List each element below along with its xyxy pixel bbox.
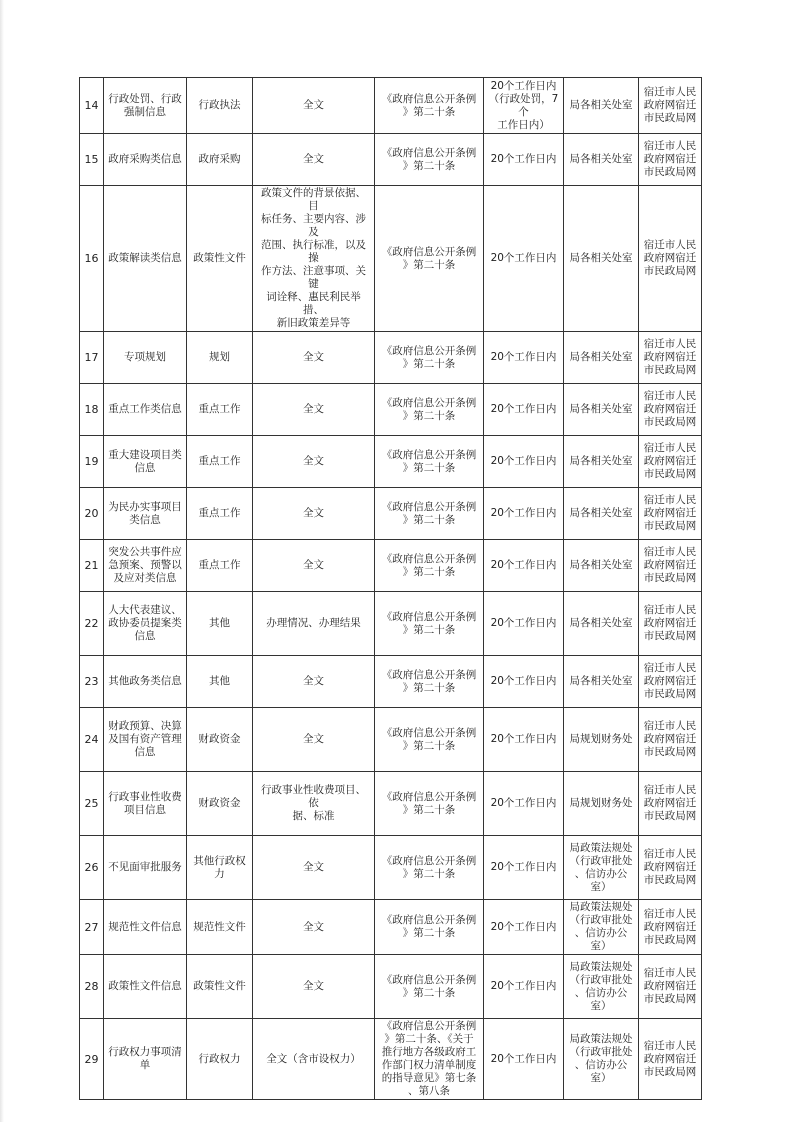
table-row <box>80 708 702 772</box>
info-category-cell: 重点工作 <box>187 540 253 592</box>
responsible-dept-cell: 局政策法规处 （行政审批处 、信访办公 室） <box>564 836 639 900</box>
legal-basis-cell: 《政府信息公开条例 》第二十条 <box>375 384 484 436</box>
disclosure-channel-cell: 宿迁市人民 政府网宿迁 市民政局网 <box>639 772 702 836</box>
info-item-cell: 政府采购类信息 <box>104 134 187 186</box>
disclosure-channel-cell: 宿迁市人民 政府网宿迁 市民政局网 <box>639 134 702 186</box>
legal-basis-cell: 《政府信息公开条例 》第二十条、《关于 推行地方各级政府工 作部门权力清单制度 的指导意见》第七条 、第八条 <box>375 1019 484 1100</box>
info-item-cell: 行政事业性收费 项目信息 <box>104 772 187 836</box>
row-number-cell: 24 <box>80 708 104 772</box>
info-category-cell: 重点工作 <box>187 384 253 436</box>
info-item-cell: 突发公共事件应 急预案、预警以 及应对类信息 <box>104 540 187 592</box>
info-category-cell: 行政执法 <box>187 78 253 134</box>
info-category-cell: 政府采购 <box>187 134 253 186</box>
legal-basis-cell: 《政府信息公开条例 》第二十条 <box>375 708 484 772</box>
responsible-dept-cell: 局各相关处室 <box>564 186 639 332</box>
table-row <box>80 592 702 656</box>
info-item-cell: 规范性文件信息 <box>104 900 187 955</box>
legal-basis-cell: 《政府信息公开条例 》第二十条 <box>375 134 484 186</box>
responsible-dept-cell: 局各相关处室 <box>564 592 639 656</box>
table-row <box>80 955 702 1019</box>
row-number-cell: 18 <box>80 384 104 436</box>
responsible-dept-cell: 局各相关处室 <box>564 134 639 186</box>
page-edge <box>0 0 4 1122</box>
info-item-cell: 行政权力事项清 单 <box>104 1019 187 1100</box>
info-item-cell: 为民办实事项目 类信息 <box>104 488 187 540</box>
legal-basis-cell: 《政府信息公开条例 》第二十条 <box>375 900 484 955</box>
info-item-cell: 政策解读类信息 <box>104 186 187 332</box>
legal-basis-cell: 《政府信息公开条例 》第二十条 <box>375 592 484 656</box>
disclosure-deadline-cell: 20个工作日内 <box>484 1019 564 1100</box>
info-category-cell: 政策性文件 <box>187 186 253 332</box>
disclosure-channel-cell: 宿迁市人民 政府网宿迁 市民政局网 <box>639 836 702 900</box>
disclosure-content-cell: 全文 <box>253 332 375 384</box>
info-category-cell: 行政权力 <box>187 1019 253 1100</box>
table-row <box>80 540 702 592</box>
disclosure-content-cell: 全文 <box>253 436 375 488</box>
table-row <box>80 436 702 488</box>
responsible-dept-cell: 局各相关处室 <box>564 384 639 436</box>
row-number-cell: 22 <box>80 592 104 656</box>
disclosure-content-cell: 全文 <box>253 384 375 436</box>
info-item-cell: 专项规划 <box>104 332 187 384</box>
legal-basis-cell: 《政府信息公开条例 》第二十条 <box>375 436 484 488</box>
legal-basis-cell: 《政府信息公开条例 》第二十条 <box>375 836 484 900</box>
disclosure-table <box>79 77 702 1100</box>
info-item-cell: 财政预算、决算 及国有资产管理 信息 <box>104 708 187 772</box>
responsible-dept-cell: 局政策法规处 （行政审批处 、信访办公 室） <box>564 900 639 955</box>
disclosure-deadline-cell: 20个工作日内 <box>484 592 564 656</box>
disclosure-content-cell: 全文 <box>253 488 375 540</box>
info-category-cell: 规划 <box>187 332 253 384</box>
row-number-cell: 23 <box>80 656 104 708</box>
disclosure-channel-cell: 宿迁市人民 政府网宿迁 市民政局网 <box>639 436 702 488</box>
info-category-cell: 规范性文件 <box>187 900 253 955</box>
responsible-dept-cell: 局政策法规处 （行政审批处 、信访办公 室） <box>564 955 639 1019</box>
info-category-cell: 其他 <box>187 592 253 656</box>
legal-basis-cell: 《政府信息公开条例 》第二十条 <box>375 186 484 332</box>
disclosure-deadline-cell: 20个工作日内 <box>484 332 564 384</box>
table-row <box>80 332 702 384</box>
info-category-cell: 财政资金 <box>187 708 253 772</box>
table-row <box>80 78 702 134</box>
legal-basis-cell: 《政府信息公开条例 》第二十条 <box>375 955 484 1019</box>
disclosure-content-cell: 全文 <box>253 708 375 772</box>
table-row <box>80 384 702 436</box>
disclosure-content-cell: 全文 <box>253 78 375 134</box>
table-row <box>80 134 702 186</box>
responsible-dept-cell: 局各相关处室 <box>564 488 639 540</box>
disclosure-channel-cell: 宿迁市人民 政府网宿迁 市民政局网 <box>639 332 702 384</box>
table-row <box>80 656 702 708</box>
legal-basis-cell: 《政府信息公开条例 》第二十条 <box>375 656 484 708</box>
disclosure-channel-cell: 宿迁市人民 政府网宿迁 市民政局网 <box>639 384 702 436</box>
table-row <box>80 900 702 955</box>
row-number-cell: 19 <box>80 436 104 488</box>
responsible-dept-cell: 局各相关处室 <box>564 540 639 592</box>
responsible-dept-cell: 局各相关处室 <box>564 436 639 488</box>
legal-basis-cell: 《政府信息公开条例 》第二十条 <box>375 78 484 134</box>
disclosure-deadline-cell: 20个工作日内 <box>484 436 564 488</box>
table-row <box>80 186 702 332</box>
legal-basis-cell: 《政府信息公开条例 》第二十条 <box>375 540 484 592</box>
disclosure-content-cell: 全文 <box>253 900 375 955</box>
info-item-cell: 不见面审批服务 <box>104 836 187 900</box>
info-item-cell: 政策性文件信息 <box>104 955 187 1019</box>
disclosure-deadline-cell: 20个工作日内 <box>484 708 564 772</box>
row-number-cell: 25 <box>80 772 104 836</box>
info-category-cell: 其他行政权 力 <box>187 836 253 900</box>
disclosure-content-cell: 政策文件的背景依据、目 标任务、主要内容、涉及 范围、执行标准，以及操 作方法、注意事项、关键 词诠释、惠民利民举措、 新旧政策差异等 <box>253 186 375 332</box>
disclosure-content-cell: 全文 <box>253 656 375 708</box>
info-category-cell: 其他 <box>187 656 253 708</box>
table-row <box>80 772 702 836</box>
legal-basis-cell: 《政府信息公开条例 》第二十条 <box>375 772 484 836</box>
disclosure-deadline-cell: 20个工作日内 <box>484 134 564 186</box>
disclosure-deadline-cell: 20个工作日内 <box>484 955 564 1019</box>
disclosure-content-cell: 全文 <box>253 540 375 592</box>
row-number-cell: 28 <box>80 955 104 1019</box>
row-number-cell: 27 <box>80 900 104 955</box>
disclosure-deadline-cell: 20个工作日内 <box>484 186 564 332</box>
disclosure-deadline-cell: 20个工作日内 <box>484 836 564 900</box>
row-number-cell: 20 <box>80 488 104 540</box>
info-category-cell: 政策性文件 <box>187 955 253 1019</box>
info-item-cell: 重大建设项目类 信息 <box>104 436 187 488</box>
disclosure-content-cell: 全文 <box>253 955 375 1019</box>
row-number-cell: 16 <box>80 186 104 332</box>
row-number-cell: 15 <box>80 134 104 186</box>
disclosure-deadline-cell: 20个工作日内 <box>484 772 564 836</box>
table-row <box>80 1019 702 1100</box>
info-item-cell: 行政处罚、行政 强制信息 <box>104 78 187 134</box>
row-number-cell: 17 <box>80 332 104 384</box>
table-row <box>80 488 702 540</box>
disclosure-content-cell: 行政事业性收费项目、依 据、标准 <box>253 772 375 836</box>
info-item-cell: 人大代表建议、 政协委员提案类 信息 <box>104 592 187 656</box>
row-number-cell: 29 <box>80 1019 104 1100</box>
responsible-dept-cell: 局规划财务处 <box>564 708 639 772</box>
disclosure-content-cell: 全文（含市设权力） <box>253 1019 375 1100</box>
disclosure-channel-cell: 宿迁市人民 政府网宿迁 市民政局网 <box>639 1019 702 1100</box>
row-number-cell: 21 <box>80 540 104 592</box>
info-category-cell: 重点工作 <box>187 436 253 488</box>
disclosure-deadline-cell: 20个工作日内 <box>484 656 564 708</box>
disclosure-deadline-cell: 20个工作日内 <box>484 488 564 540</box>
info-category-cell: 财政资金 <box>187 772 253 836</box>
disclosure-channel-cell: 宿迁市人民 政府网宿迁 市民政局网 <box>639 656 702 708</box>
disclosure-content-cell: 办理情况、办理结果 <box>253 592 375 656</box>
disclosure-deadline-cell: 20个工作日内 <box>484 384 564 436</box>
responsible-dept-cell: 局政策法规处 （行政审批处 、信访办公 室） <box>564 1019 639 1100</box>
disclosure-channel-cell: 宿迁市人民 政府网宿迁 市民政局网 <box>639 540 702 592</box>
info-item-cell: 重点工作类信息 <box>104 384 187 436</box>
disclosure-channel-cell: 宿迁市人民 政府网宿迁 市民政局网 <box>639 708 702 772</box>
table-row <box>80 836 702 900</box>
legal-basis-cell: 《政府信息公开条例 》第二十条 <box>375 332 484 384</box>
disclosure-deadline-cell: 20个工作日内 <box>484 900 564 955</box>
responsible-dept-cell: 局各相关处室 <box>564 656 639 708</box>
table-body <box>80 78 702 1100</box>
disclosure-deadline-cell: 20个工作日内 <box>484 540 564 592</box>
disclosure-channel-cell: 宿迁市人民 政府网宿迁 市民政局网 <box>639 592 702 656</box>
info-item-cell: 其他政务类信息 <box>104 656 187 708</box>
disclosure-channel-cell: 宿迁市人民 政府网宿迁 市民政局网 <box>639 900 702 955</box>
row-number-cell: 26 <box>80 836 104 900</box>
responsible-dept-cell: 局各相关处室 <box>564 332 639 384</box>
disclosure-content-cell: 全文 <box>253 836 375 900</box>
disclosure-channel-cell: 宿迁市人民 政府网宿迁 市民政局网 <box>639 955 702 1019</box>
responsible-dept-cell: 局各相关处室 <box>564 78 639 134</box>
disclosure-deadline-cell: 20个工作日内 （行政处罚，7个 工作日内） <box>484 78 564 134</box>
disclosure-channel-cell: 宿迁市人民 政府网宿迁 市民政局网 <box>639 488 702 540</box>
disclosure-content-cell: 全文 <box>253 134 375 186</box>
disclosure-channel-cell: 宿迁市人民 政府网宿迁 市民政局网 <box>639 186 702 332</box>
responsible-dept-cell: 局规划财务处 <box>564 772 639 836</box>
info-category-cell: 重点工作 <box>187 488 253 540</box>
disclosure-channel-cell: 宿迁市人民 政府网宿迁 市民政局网 <box>639 78 702 134</box>
legal-basis-cell: 《政府信息公开条例 》第二十条 <box>375 488 484 540</box>
row-number-cell: 14 <box>80 78 104 134</box>
